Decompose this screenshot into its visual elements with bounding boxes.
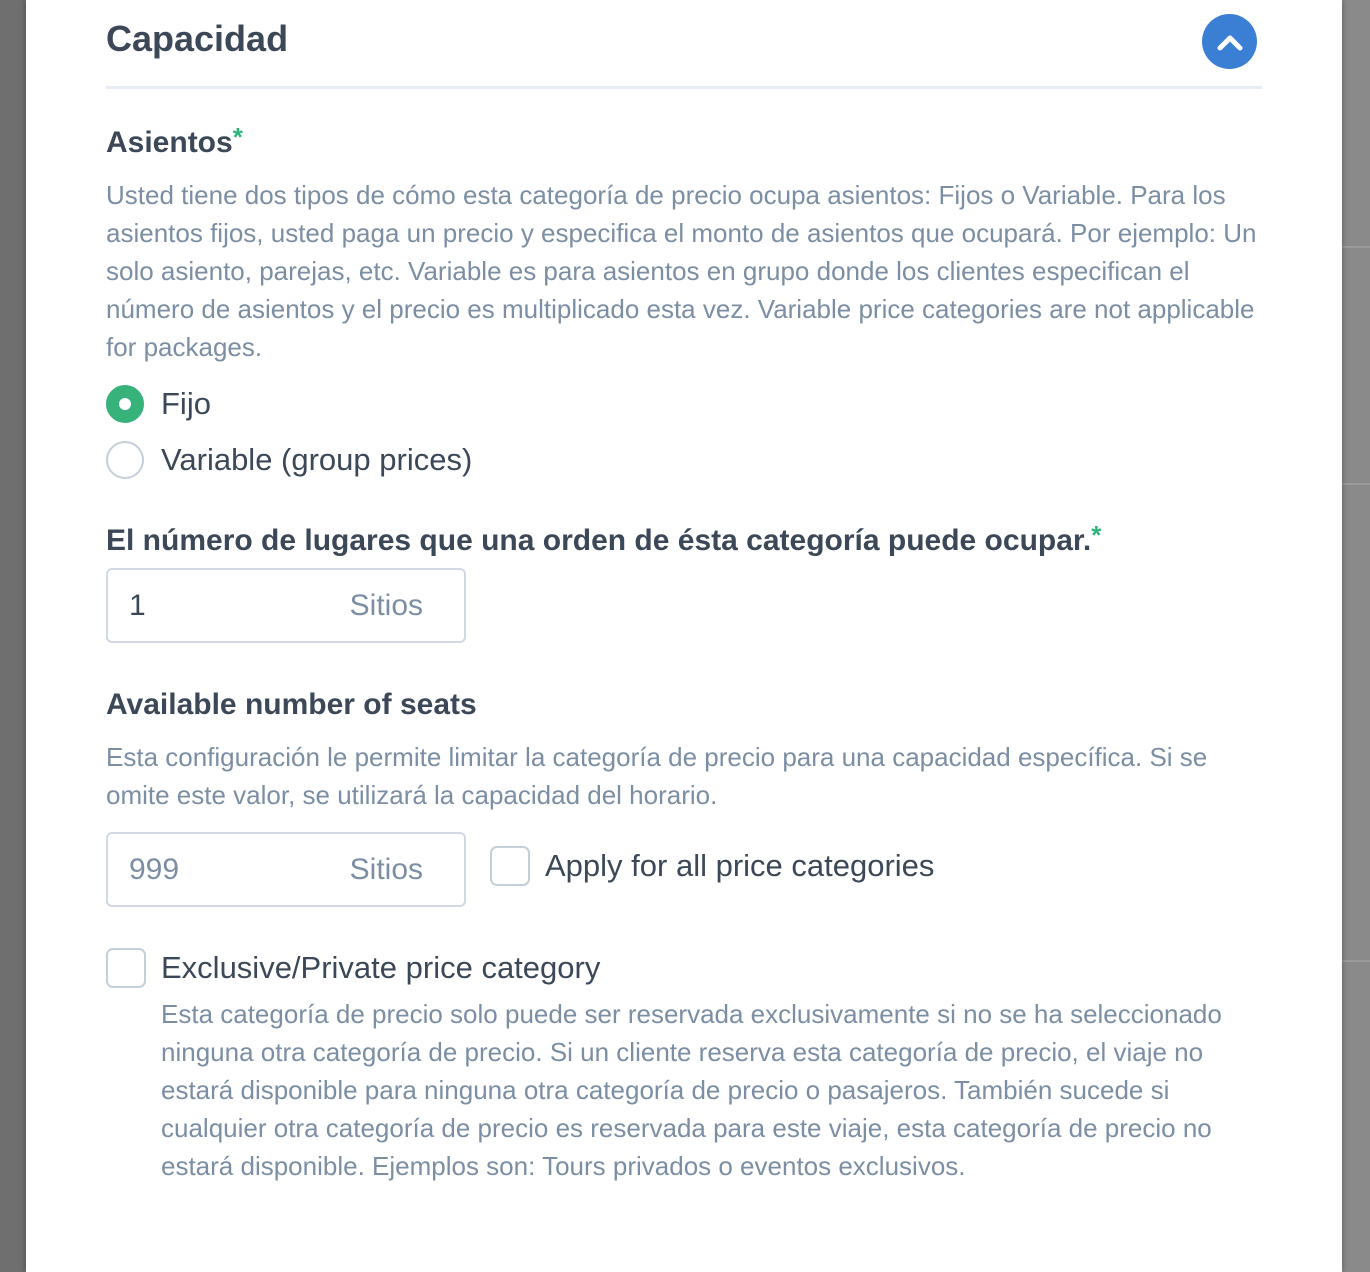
radio-dot (119, 398, 131, 410)
required-mark: * (232, 122, 243, 152)
places-input[interactable] (129, 589, 329, 623)
places-label (106, 520, 1102, 558)
modal-backdrop (1342, 0, 1370, 1272)
exclusive-checkbox[interactable] (106, 948, 146, 988)
backdrop-divider (1342, 960, 1370, 962)
available-seats-help-text: Esta configuración le permite limitar la categoría de precio para una capacidad específica. Si se omite este valor, se utilizará la capacidad del horario. (106, 742, 1208, 810)
price-category-modal (26, 0, 1342, 1272)
available-seats-unit: Sitios (349, 852, 423, 886)
radio-button-selected[interactable] (106, 385, 144, 423)
backdrop-divider (1342, 246, 1370, 248)
apply-all-checkbox[interactable] (490, 846, 530, 886)
section-title: Capacidad (106, 18, 289, 59)
seats-label-text: Asientos (106, 126, 233, 159)
apply-all-checkbox-row[interactable] (490, 846, 934, 886)
available-seats-input-group (106, 832, 466, 907)
required-mark: * (1091, 520, 1102, 550)
section-divider (106, 86, 1262, 89)
places-input-group (106, 568, 466, 643)
exclusive-label: Exclusive/Private price category (161, 950, 601, 985)
places-label-text: El número de lugares que una orden de ésta categoría puede ocupar. (106, 524, 1092, 557)
radio-option-variable[interactable] (106, 440, 472, 480)
backdrop-divider (1342, 483, 1370, 485)
seats-help-text: Usted tiene dos tipos de cómo esta categoría de precio ocupa asientos: Fijos o Variable. Para los asientos fijos, usted paga un precio y especifica el monto de asientos que ocupará. Por ejemplo: Un solo asiento, parejas, etc. Variable es para asientos en grupo donde los clientes especifican el número de asientos y el precio es multiplicado esta vez. Variable price categories are not applicable for packages. (106, 180, 1257, 362)
apply-all-label: Apply for all price categories (545, 848, 935, 883)
exclusive-checkbox-row[interactable] (106, 948, 600, 988)
radio-label-variable: Variable (group prices) (161, 442, 473, 477)
chevron-up-icon (1216, 32, 1244, 52)
radio-button[interactable] (106, 441, 144, 479)
exclusive-help-text: Esta categoría de precio solo puede ser reservada exclusivamente si no se ha seleccionado ninguna otra categoría de precio. Si un cliente reserva esta categoría de precio, el viaje no estará disponible para ninguna otra categoría de precio o pasajeros. También sucede si cualquier otra categoría de precio es reservada para este viaje, esta categoría de precio no estará disponible. Ejemplos son: Tours privados o eventos exclusivos. (161, 999, 1222, 1181)
available-seats-label: Available number of seats (106, 688, 477, 721)
places-unit: Sitios (349, 588, 423, 622)
radio-option-fijo[interactable] (106, 384, 211, 424)
seats-label (106, 122, 243, 160)
collapse-section-button[interactable] (1202, 14, 1257, 69)
available-seats-input[interactable] (129, 853, 329, 887)
radio-label-fijo: Fijo (161, 386, 211, 421)
